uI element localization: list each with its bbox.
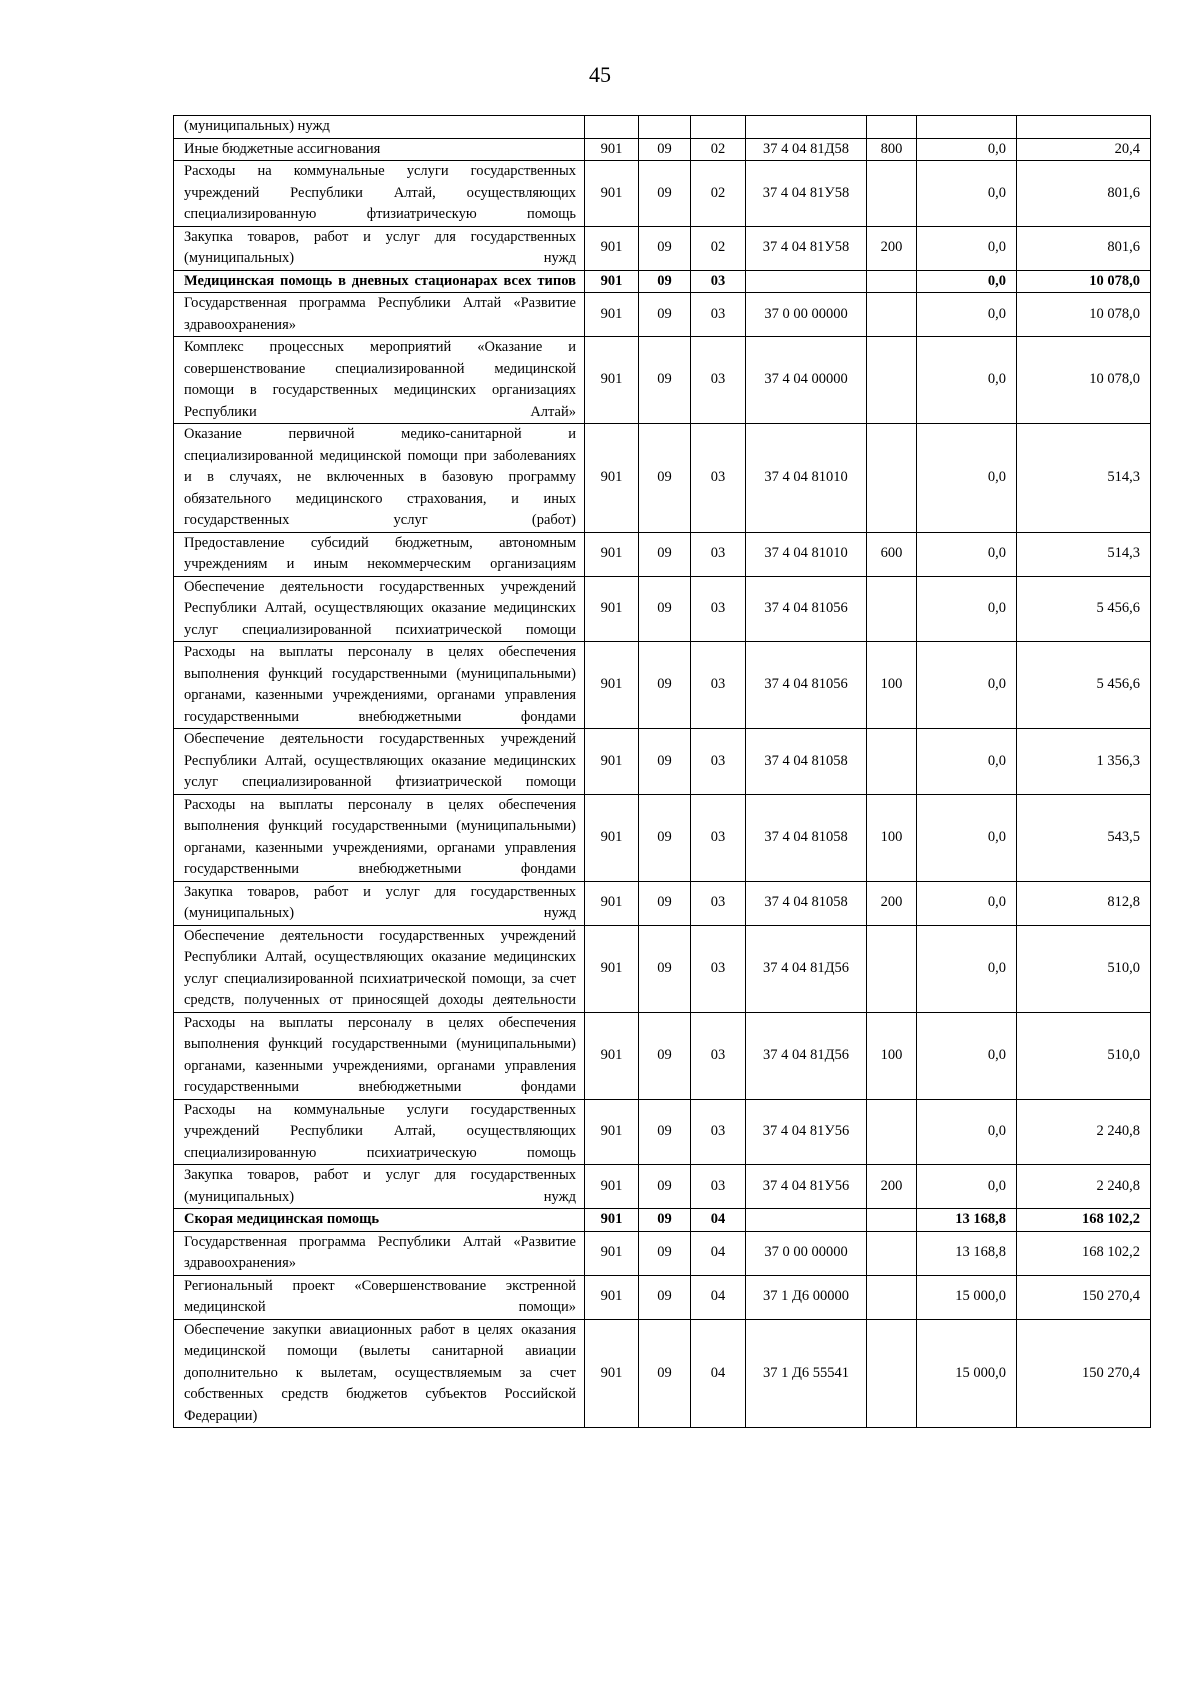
table-row [174,1209,1151,1232]
row-target-article: 37 4 04 81058 [746,881,867,925]
row-amount-1: 0,0 [917,1165,1017,1209]
row-subsection-code: 02 [691,161,746,227]
row-expense-type: 600 [867,532,917,576]
row-section-code: 09 [639,293,691,337]
row-grbs-code: 901 [585,226,639,270]
row-section-code: 09 [639,1165,691,1209]
table-row [174,226,1151,270]
row-target-article: 37 4 04 81010 [746,532,867,576]
table-row [174,729,1151,795]
row-amount-2: 2 240,8 [1017,1099,1151,1165]
row-expense-type: 100 [867,642,917,729]
row-expense-type [867,161,917,227]
row-grbs-code: 901 [585,729,639,795]
row-expense-type [867,293,917,337]
row-grbs-code: 901 [585,642,639,729]
row-target-article: 37 4 04 81У58 [746,226,867,270]
row-target-article: 37 1 Д6 55541 [746,1319,867,1428]
table-row [174,116,1151,139]
row-description: Медицинская помощь в дневных стационарах всех типов [174,270,585,293]
row-amount-2: 168 102,2 [1017,1209,1151,1232]
row-grbs-code: 901 [585,1231,639,1275]
table-row [174,925,1151,1012]
table-row [174,642,1151,729]
row-subsection-code [691,116,746,139]
row-section-code: 09 [639,1209,691,1232]
row-target-article: 37 1 Д6 00000 [746,1275,867,1319]
table-row [174,881,1151,925]
row-amount-2: 801,6 [1017,226,1151,270]
row-amount-1: 0,0 [917,424,1017,533]
row-expense-type: 100 [867,794,917,881]
row-grbs-code: 901 [585,161,639,227]
row-target-article: 37 4 04 81Д56 [746,1012,867,1099]
table-row [174,424,1151,533]
row-amount-2: 5 456,6 [1017,576,1151,642]
row-grbs-code: 901 [585,1319,639,1428]
row-section-code: 09 [639,226,691,270]
row-amount-1: 0,0 [917,794,1017,881]
row-grbs-code: 901 [585,293,639,337]
row-expense-type [867,1099,917,1165]
row-description: Обеспечение деятельности государственных учреждений Республики Алтай, осуществляющих оказание медицинских услуг специализированной фтизиатрической помощи [174,729,585,795]
row-amount-2: 10 078,0 [1017,270,1151,293]
table-row [174,576,1151,642]
row-section-code: 09 [639,881,691,925]
row-subsection-code: 04 [691,1275,746,1319]
row-grbs-code: 901 [585,576,639,642]
row-expense-type [867,116,917,139]
row-amount-1: 15 000,0 [917,1275,1017,1319]
table-row [174,161,1151,227]
row-expense-type: 200 [867,226,917,270]
row-amount-2: 150 270,4 [1017,1319,1151,1428]
row-subsection-code: 03 [691,424,746,533]
row-description: Обеспечение закупки авиационных работ в целях оказания медицинской помощи (вылеты санитарной авиации дополнительно к вылетам, осуществляемым за счет собственных средств бюджетов субъектов Российской Федерации) [174,1319,585,1428]
row-expense-type [867,424,917,533]
row-amount-1: 0,0 [917,729,1017,795]
table-row [174,138,1151,161]
page-number: 45 [589,62,611,87]
table-row [174,337,1151,424]
row-expense-type: 800 [867,138,917,161]
row-amount-2: 510,0 [1017,925,1151,1012]
row-description: Расходы на выплаты персоналу в целях обеспечения выполнения функций государственными (муниципальными) органами, казенными учреждениями, органами управления государственными внебюджетными фондами [174,794,585,881]
row-section-code: 09 [639,337,691,424]
row-subsection-code: 03 [691,794,746,881]
row-expense-type [867,1275,917,1319]
row-amount-1: 0,0 [917,925,1017,1012]
row-subsection-code: 03 [691,729,746,795]
row-description: Расходы на выплаты персоналу в целях обеспечения выполнения функций государственными (муниципальными) органами, казенными учреждениями, органами управления государственными внебюджетными фондами [174,1012,585,1099]
row-amount-1: 13 168,8 [917,1209,1017,1232]
row-amount-2: 168 102,2 [1017,1231,1151,1275]
row-description: Закупка товаров, работ и услуг для государственных (муниципальных) нужд [174,1165,585,1209]
row-amount-2: 2 240,8 [1017,1165,1151,1209]
row-section-code: 09 [639,424,691,533]
table-row [174,293,1151,337]
row-expense-type [867,1231,917,1275]
row-grbs-code [585,116,639,139]
row-expense-type [867,1319,917,1428]
row-subsection-code: 04 [691,1209,746,1232]
row-subsection-code: 04 [691,1231,746,1275]
row-description: Обеспечение деятельности государственных учреждений Республики Алтай, осуществляющих оказание медицинских услуг специализированной психиатрической помощи [174,576,585,642]
row-expense-type [867,729,917,795]
table-row [174,794,1151,881]
row-amount-2: 543,5 [1017,794,1151,881]
row-amount-1: 0,0 [917,161,1017,227]
row-amount-1: 0,0 [917,642,1017,729]
row-description: (муниципальных) нужд [174,116,585,139]
row-subsection-code: 03 [691,293,746,337]
row-amount-1: 0,0 [917,881,1017,925]
row-target-article [746,1209,867,1232]
row-target-article: 37 4 04 81056 [746,576,867,642]
row-amount-1: 0,0 [917,226,1017,270]
row-amount-2: 10 078,0 [1017,337,1151,424]
table-row [174,1165,1151,1209]
row-description: Расходы на коммунальные услуги государственных учреждений Республики Алтай, осуществляющих специализированную психиатрическую помощь [174,1099,585,1165]
row-target-article: 37 4 04 00000 [746,337,867,424]
row-target-article: 37 4 04 81У56 [746,1099,867,1165]
row-expense-type: 100 [867,1012,917,1099]
row-amount-2: 801,6 [1017,161,1151,227]
row-grbs-code: 901 [585,925,639,1012]
row-description: Государственная программа Республики Алтай «Развитие здравоохранения» [174,1231,585,1275]
row-target-article [746,270,867,293]
row-description: Иные бюджетные ассигнования [174,138,585,161]
row-target-article: 37 4 04 81Д58 [746,138,867,161]
row-subsection-code: 02 [691,226,746,270]
row-grbs-code: 901 [585,1165,639,1209]
row-subsection-code: 03 [691,270,746,293]
row-amount-1: 0,0 [917,337,1017,424]
row-subsection-code: 03 [691,925,746,1012]
row-grbs-code: 901 [585,1099,639,1165]
row-amount-1: 0,0 [917,576,1017,642]
row-section-code: 09 [639,729,691,795]
table-row [174,1319,1151,1428]
row-expense-type: 200 [867,881,917,925]
row-target-article [746,116,867,139]
row-grbs-code: 901 [585,424,639,533]
row-description: Закупка товаров, работ и услуг для государственных (муниципальных) нужд [174,226,585,270]
row-subsection-code: 03 [691,532,746,576]
row-amount-1: 0,0 [917,1012,1017,1099]
row-amount-2: 1 356,3 [1017,729,1151,795]
row-target-article: 37 0 00 00000 [746,1231,867,1275]
budget-table [173,115,1151,1428]
row-description: Расходы на выплаты персоналу в целях обеспечения выполнения функций государственными (муниципальными) органами, казенными учреждениями, органами управления государственными внебюджетными фондами [174,642,585,729]
row-amount-2: 514,3 [1017,532,1151,576]
row-amount-1: 0,0 [917,532,1017,576]
row-amount-1 [917,116,1017,139]
row-subsection-code: 02 [691,138,746,161]
row-amount-1: 0,0 [917,138,1017,161]
row-amount-2: 812,8 [1017,881,1151,925]
row-section-code: 09 [639,138,691,161]
row-section-code [639,116,691,139]
row-section-code: 09 [639,532,691,576]
table-row [174,1275,1151,1319]
row-section-code: 09 [639,1012,691,1099]
row-target-article: 37 4 04 81У56 [746,1165,867,1209]
row-subsection-code: 03 [691,337,746,424]
table-row [174,270,1151,293]
row-target-article: 37 4 04 81Д56 [746,925,867,1012]
row-section-code: 09 [639,925,691,1012]
row-subsection-code: 03 [691,1165,746,1209]
row-expense-type: 200 [867,1165,917,1209]
row-amount-1: 0,0 [917,270,1017,293]
row-amount-2: 20,4 [1017,138,1151,161]
row-section-code: 09 [639,576,691,642]
row-expense-type [867,1209,917,1232]
row-amount-2: 10 078,0 [1017,293,1151,337]
row-amount-1: 15 000,0 [917,1319,1017,1428]
row-target-article: 37 4 04 81010 [746,424,867,533]
row-description: Закупка товаров, работ и услуг для государственных (муниципальных) нужд [174,881,585,925]
row-grbs-code: 901 [585,1209,639,1232]
row-grbs-code: 901 [585,794,639,881]
row-description: Оказание первичной медико-санитарной и специализированной медицинской помощи при заболеваниях и в случаях, не включенных в базовую программу обязательного медицинского страхования, и иных государственных услуг (работ) [174,424,585,533]
table-row [174,1099,1151,1165]
row-grbs-code: 901 [585,138,639,161]
row-target-article: 37 4 04 81У58 [746,161,867,227]
row-amount-1: 0,0 [917,1099,1017,1165]
row-section-code: 09 [639,1231,691,1275]
row-grbs-code: 901 [585,1012,639,1099]
row-grbs-code: 901 [585,337,639,424]
row-amount-2: 150 270,4 [1017,1275,1151,1319]
row-grbs-code: 901 [585,532,639,576]
row-section-code: 09 [639,161,691,227]
row-subsection-code: 03 [691,576,746,642]
row-subsection-code: 03 [691,642,746,729]
row-subsection-code: 03 [691,1012,746,1099]
row-subsection-code: 04 [691,1319,746,1428]
table-row [174,1231,1151,1275]
row-section-code: 09 [639,794,691,881]
row-amount-2 [1017,116,1151,139]
row-description: Обеспечение деятельности государственных учреждений Республики Алтай, осуществляющих оказание медицинских услуг специализированной психиатрической помощи, за счет средств, полученных от приносящей доходы деятельности [174,925,585,1012]
row-description: Государственная программа Республики Алтай «Развитие здравоохранения» [174,293,585,337]
table-row [174,1012,1151,1099]
row-subsection-code: 03 [691,881,746,925]
row-description: Комплекс процессных мероприятий «Оказание и совершенствование специализированной медицинской помощи в государственных медицинских организациях Республики Алтай» [174,337,585,424]
row-amount-2: 510,0 [1017,1012,1151,1099]
row-target-article: 37 0 00 00000 [746,293,867,337]
row-target-article: 37 4 04 81058 [746,794,867,881]
row-expense-type [867,925,917,1012]
row-section-code: 09 [639,1319,691,1428]
row-amount-2: 5 456,6 [1017,642,1151,729]
row-section-code: 09 [639,270,691,293]
row-grbs-code: 901 [585,1275,639,1319]
row-expense-type [867,337,917,424]
row-amount-1: 13 168,8 [917,1231,1017,1275]
table-row [174,532,1151,576]
row-section-code: 09 [639,1275,691,1319]
row-description: Предоставление субсидий бюджетным, автономным учреждениям и иным некоммерческим организациям [174,532,585,576]
row-expense-type [867,270,917,293]
row-section-code: 09 [639,642,691,729]
row-amount-1: 0,0 [917,293,1017,337]
row-target-article: 37 4 04 81058 [746,729,867,795]
row-section-code: 09 [639,1099,691,1165]
row-subsection-code: 03 [691,1099,746,1165]
row-description: Расходы на коммунальные услуги государственных учреждений Республики Алтай, осуществляющих специализированную фтизиатрическую помощь [174,161,585,227]
row-description: Региональный проект «Совершенствование экстренной медицинской помощи» [174,1275,585,1319]
row-amount-2: 514,3 [1017,424,1151,533]
row-grbs-code: 901 [585,270,639,293]
row-target-article: 37 4 04 81056 [746,642,867,729]
row-expense-type [867,576,917,642]
row-grbs-code: 901 [585,881,639,925]
row-description: Скорая медицинская помощь [174,1209,585,1232]
